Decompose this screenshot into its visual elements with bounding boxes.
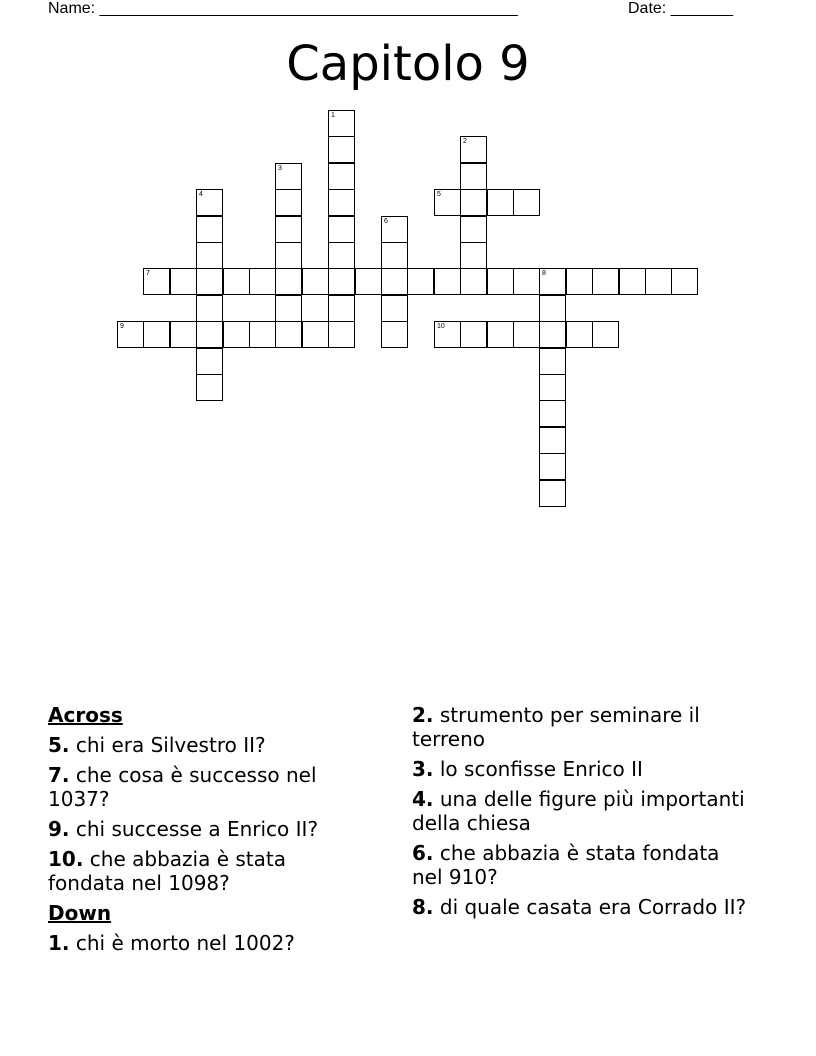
crossword-cell[interactable] (539, 400, 566, 427)
crossword-cell[interactable] (381, 321, 408, 348)
down-heading: Down (48, 901, 112, 925)
down-clue (412, 757, 752, 781)
crossword-cell[interactable] (619, 268, 646, 295)
cell-number: 1 (331, 112, 335, 119)
clue-number: 9. (48, 817, 70, 841)
crossword-cell[interactable] (275, 242, 302, 269)
crossword-cell[interactable] (328, 242, 355, 269)
down-clue (412, 703, 752, 751)
clue-number: 10. (48, 847, 84, 871)
page-title: Capitolo 9 (286, 36, 530, 92)
clue-text: chi successe a Enrico II? (75, 817, 319, 841)
across-clue (48, 763, 358, 811)
clue-text: che cosa è successo nel 1037? (48, 763, 317, 811)
crossword-cell[interactable] (170, 268, 197, 295)
crossword-cell[interactable] (566, 268, 593, 295)
crossword-cell[interactable] (487, 321, 514, 348)
crossword-cell[interactable] (381, 242, 408, 269)
crossword-cell[interactable] (196, 189, 223, 216)
cell-number: 9 (120, 323, 124, 330)
crossword-cell[interactable] (513, 321, 540, 348)
crossword-cell[interactable] (487, 268, 514, 295)
crossword-cell[interactable] (328, 321, 355, 348)
crossword-cell[interactable] (381, 295, 408, 322)
crossword-cell[interactable] (592, 268, 619, 295)
crossword-cell[interactable] (460, 216, 487, 243)
crossword-cell[interactable] (566, 321, 593, 348)
clue-number: 8. (412, 895, 434, 919)
crossword-cell[interactable] (328, 295, 355, 322)
crossword-cell[interactable] (539, 374, 566, 401)
crossword-cell[interactable] (302, 321, 329, 348)
crossword-cell[interactable] (328, 136, 355, 163)
down-clue (412, 787, 752, 835)
crossword-cell[interactable] (275, 216, 302, 243)
crossword-cell[interactable] (117, 321, 144, 348)
crossword-cell[interactable] (328, 216, 355, 243)
crossword-cell[interactable] (539, 348, 566, 375)
clue-number: 5. (48, 733, 70, 757)
name-line: Name: _______________________________________________ (48, 0, 518, 17)
down-clue (412, 895, 752, 919)
crossword-cell[interactable] (460, 321, 487, 348)
across-clue (48, 847, 358, 895)
cell-number: 2 (463, 138, 467, 145)
crossword-cell[interactable] (407, 268, 434, 295)
across-clue (48, 817, 358, 841)
crossword-cell[interactable] (328, 189, 355, 216)
down-clue (48, 931, 358, 955)
clue-text: strumento per seminare il terreno (412, 703, 700, 751)
clue-number: 6. (412, 841, 434, 865)
clue-text: di quale casata era Corrado II? (439, 895, 747, 919)
down-clue (412, 841, 752, 889)
crossword-cell[interactable] (143, 268, 170, 295)
crossword-cell[interactable] (513, 268, 540, 295)
cell-number: 6 (384, 218, 388, 225)
crossword-cell[interactable] (328, 110, 355, 137)
crossword-cell[interactable] (460, 242, 487, 269)
crossword-cell[interactable] (434, 268, 461, 295)
cell-number: 10 (437, 323, 445, 330)
crossword-cell[interactable] (539, 295, 566, 322)
crossword-cell[interactable] (143, 321, 170, 348)
crossword-cell[interactable] (539, 427, 566, 454)
crossword-cell[interactable] (434, 189, 461, 216)
crossword-cell[interactable] (328, 268, 355, 295)
cell-number: 7 (146, 270, 150, 277)
clue-number: 2. (412, 703, 434, 727)
cell-number: 5 (437, 191, 441, 198)
crossword-cell[interactable] (328, 163, 355, 190)
crossword-cell[interactable] (275, 295, 302, 322)
clue-number: 7. (48, 763, 70, 787)
crossword-cell[interactable] (170, 321, 197, 348)
crossword-cell[interactable] (381, 216, 408, 243)
crossword-cell[interactable] (434, 321, 461, 348)
crossword-cell[interactable] (539, 453, 566, 480)
crossword-cell[interactable] (196, 295, 223, 322)
crossword-cell[interactable] (592, 321, 619, 348)
crossword-cell[interactable] (196, 216, 223, 243)
crossword-cell[interactable] (196, 242, 223, 269)
clue-number: 4. (412, 787, 434, 811)
cell-number: 3 (278, 165, 282, 172)
crossword-cell[interactable] (460, 163, 487, 190)
clue-text: una delle figure più importanti della chiesa (412, 787, 745, 835)
crossword-cell[interactable] (671, 268, 698, 295)
crossword-cell[interactable] (460, 136, 487, 163)
crossword-cell[interactable] (302, 268, 329, 295)
crossword-cell[interactable] (275, 163, 302, 190)
clue-text: chi era Silvestro II? (75, 733, 266, 757)
crossword-cell[interactable] (275, 189, 302, 216)
crossword-cell[interactable] (487, 189, 514, 216)
across-clue (48, 733, 358, 757)
clue-text: che abbazia è stata fondata nel 910? (412, 841, 720, 889)
crossword-cell[interactable] (196, 268, 223, 295)
clue-number: 1. (48, 931, 70, 955)
crossword-cell[interactable] (539, 480, 566, 507)
crossword-cell[interactable] (275, 268, 302, 295)
crossword-cell[interactable] (249, 268, 276, 295)
clues-right-column (412, 703, 752, 925)
crossword-cell[interactable] (223, 268, 250, 295)
crossword-cell[interactable] (196, 321, 223, 348)
crossword-cell[interactable] (460, 268, 487, 295)
crossword-cell[interactable] (196, 374, 223, 401)
crossword-cell[interactable] (223, 321, 250, 348)
cell-number: 8 (542, 270, 546, 277)
clue-text: che abbazia è stata fondata nel 1098? (48, 847, 286, 895)
crossword-cell[interactable] (645, 268, 672, 295)
crossword-cell[interactable] (539, 321, 566, 348)
clue-text: chi è morto nel 1002? (75, 931, 295, 955)
clue-text: lo sconfisse Enrico II (439, 757, 643, 781)
cell-number: 4 (199, 191, 203, 198)
crossword-cell[interactable] (249, 321, 276, 348)
clue-number: 3. (412, 757, 434, 781)
crossword-cell[interactable] (460, 189, 487, 216)
date-line: Date: _______ (628, 0, 733, 17)
crossword-cell[interactable] (539, 268, 566, 295)
crossword-cell[interactable] (513, 189, 540, 216)
crossword-cell[interactable] (196, 348, 223, 375)
crossword-cell[interactable] (275, 321, 302, 348)
crossword-cell[interactable] (381, 268, 408, 295)
across-heading: Across (48, 703, 123, 727)
clues-left-column (48, 703, 358, 961)
crossword-cell[interactable] (355, 268, 382, 295)
